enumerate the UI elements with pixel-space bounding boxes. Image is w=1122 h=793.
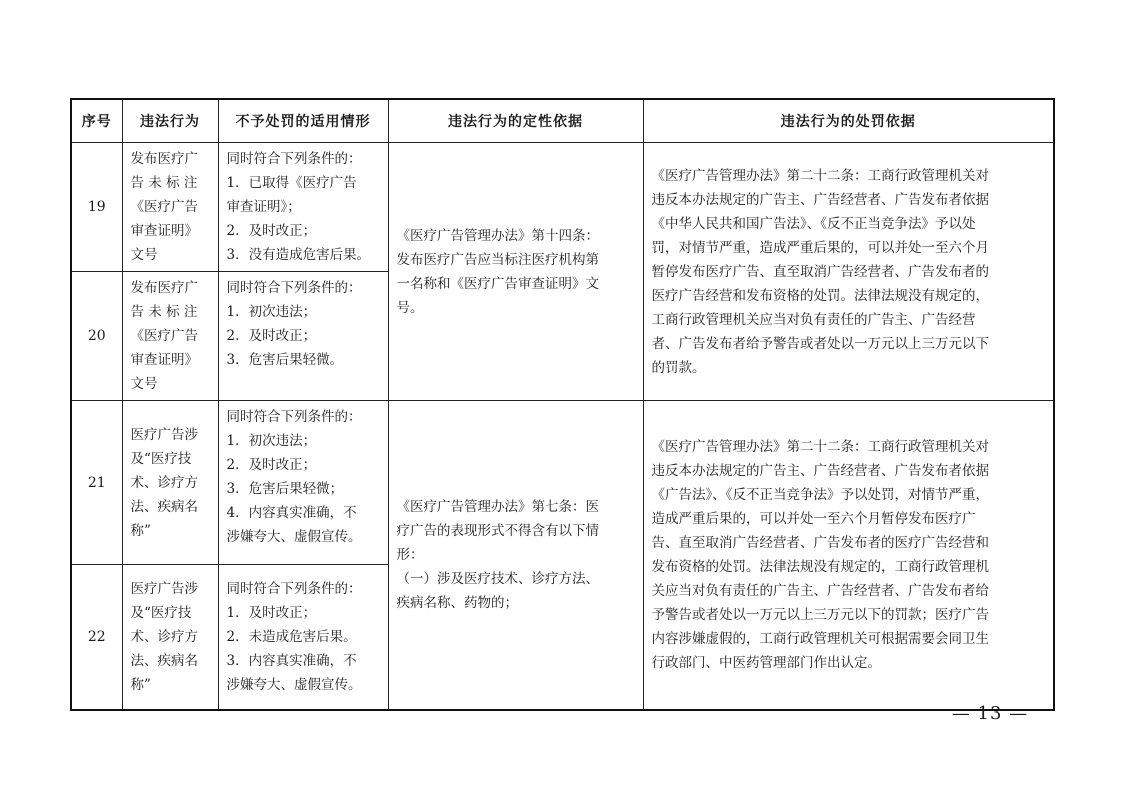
header-behavior: 违法行为 [122, 99, 218, 143]
basis-penalty-cell: 《医疗广告管理办法》第二十二条：工商行政管理机关对 违反本办法规定的广告主、广告经营者、广告发布者依据 《广告法》、《反不正当竞争法》予以处罚，对情节严重， 造成严重后果的，可以并处一至六个月暂停发布医疗广 告、直至取消广告经营者、广告发布者的医疗广告经营和 发布资格的处罚。法律法规没有规定的，工商行政管理机 关应当对负有责任的广告主、广告经营者、广告发布者给 予警告或者处以一万元以上三万元以下的罚款；医疗广告 内容涉嫌虚假的，工商行政管理机关可根据需要会同卫生 行政部门、中医药管理部门作出认定。 [643, 401, 1054, 710]
row-number: 22 [71, 565, 122, 710]
exemption-cell: 同时符合下列条件的： 1．初次违法； 2．及时改正； 3．危害后果轻微； 4．内容真实准确，不 涉嫌夸大、虚假宣传。 [218, 401, 388, 565]
regulation-table [70, 98, 1055, 711]
basis-nature-cell: 《医疗广告管理办法》第十四条： 发布医疗广告应当标注医疗机构第 一名称和《医疗广告审查证明》文 号。 [388, 143, 643, 401]
exemption-cell: 同时符合下列条件的： 1．及时改正； 2．未造成危害后果。 3．内容真实准确，不 涉嫌夸大、虚假宣传。 [218, 565, 388, 710]
behavior-cell: 医疗广告涉 及“医疗技 术、诊疗方 法、疾病名 称” [122, 401, 218, 565]
table-row [71, 401, 1054, 565]
row-number: 20 [71, 272, 122, 401]
table-row [71, 143, 1054, 272]
behavior-cell: 发布医疗广 告 未 标 注 《医疗广告 审查证明》 文号 [122, 272, 218, 401]
header-seq: 序号 [71, 99, 122, 143]
behavior-cell: 医疗广告涉 及“医疗技 术、诊疗方 法、疾病名 称” [122, 565, 218, 710]
exemption-cell: 同时符合下列条件的： 1．初次违法； 2．及时改正； 3．危害后果轻微。 [218, 272, 388, 401]
header-basis-nature: 违法行为的定性依据 [388, 99, 643, 143]
row-number: 21 [71, 401, 122, 565]
behavior-cell: 发布医疗广 告 未 标 注 《医疗广告 审查证明》 文号 [122, 143, 218, 272]
header-basis-penalty: 违法行为的处罚依据 [643, 99, 1054, 143]
basis-nature-cell: 《医疗广告管理办法》第七条：医 疗广告的表现形式不得含有以下情 形： （一）涉及医疗技术、诊疗方法、 疾病名称、药物的； [388, 401, 643, 710]
page-number: — 13 — [951, 703, 1029, 724]
row-number: 19 [71, 143, 122, 272]
table-header-row [71, 99, 1054, 143]
basis-penalty-cell: 《医疗广告管理办法》第二十二条：工商行政管理机关对 违反本办法规定的广告主、广告经营者、广告发布者依据 《中华人民共和国广告法》、《反不正当竞争法》予以处 罚，对情节严重，造成严重后果的，可以并处一至六个月 暂停发布医疗广告、直至取消广告经营者、广告发布者的 医疗广告经营和发布资格的处罚。法律法规没有规定的， 工商行政管理机关应当对负有责任的广告主、广告经营 者、广告发布者给予警告或者处以一万元以上三万元以下 的罚款。 [643, 143, 1054, 401]
header-exemption: 不予处罚的适用情形 [218, 99, 388, 143]
exemption-cell: 同时符合下列条件的： 1．已取得《医疗广告 审查证明》； 2．及时改正； 3．没有造成危害后果。 [218, 143, 388, 272]
